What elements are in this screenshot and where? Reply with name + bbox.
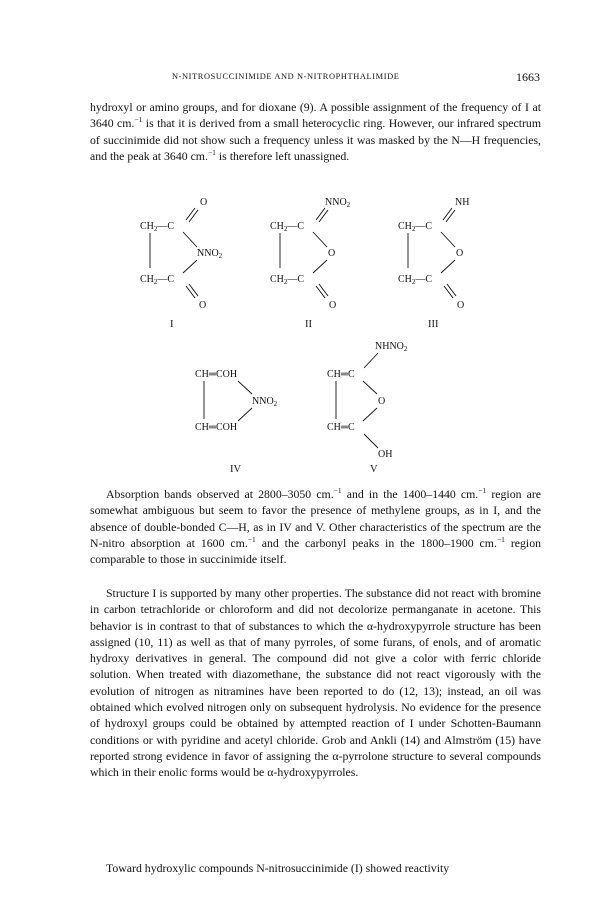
structure-label: IV [230, 464, 242, 475]
structure-label: I [170, 319, 174, 330]
text-run: Absorption bands observed at 2800–3050 cm. [106, 487, 334, 501]
atom-label: $NHNO_2$ [375, 341, 408, 353]
atom-label: O [200, 197, 208, 208]
structure-IV [195, 369, 278, 475]
atom-label: CH═COH [195, 422, 238, 433]
text-run: and in the 1400–1440 cm. [341, 487, 479, 501]
structure-label: V [370, 464, 378, 475]
atom-label: $CH_2—C$ [140, 274, 175, 286]
paragraph-absorption-bands [90, 486, 541, 567]
paragraph-structure-support: Structure I is supported by many other properties. The substance did not react with bromine in carbon tetrachloride or chloroform and did not decolorize permanganate in acetone. This behavior is in contrast to that of substances to which the α-hydroxypyrrole structure has been assigned (10, 11) as well as that of many pyrroles, of some furans, of enols, and of aromatic hydroxy derivatives in general. The compound did not give a color with ferric chloride solution. When treated with diazomethane, the substance did not react vigorously with the evolution of nitrogen as nitramines have been reported to do (12, 13); instead, an oil was obtained which evolved nitrogen only on subsequent hydrolysis. No evidence for the presence of hydroxyl groups could be obtained by attempted reaction of I under Schotten-Baumann conditions or with pyridine and acetyl chloride. Grob and Ankli (14) and Almström (15) have reported strong evidence in favor of assigning the α-pyrrolone structure to several compounds which in their enolic forms would be α-hydroxypyrroles. [90, 586, 541, 780]
text-run: and the carbonyl peaks in the 1800–1900 cm. [255, 535, 497, 550]
atom-label: $CH_2—C$ [398, 274, 433, 286]
atom-label: $CH_2—C$ [270, 274, 305, 286]
atom-label: O [457, 300, 465, 311]
text-run: region are somewhat ambiguous but seem to favor the presence of methylene groups, as in I, and the absence of double-bonded C—H, as in IV and V. Other characteristics of the spectrum are the N-nitro absorption at 1600 cm. [90, 487, 541, 550]
atom-label: O [378, 396, 386, 407]
paragraph-hydroxylic-reactivity: Toward hydroxylic compounds N-nitrosuccinimide (I) showed reactivity [106, 861, 450, 875]
structure-V [327, 341, 408, 475]
atom-label: CH═C [327, 422, 355, 433]
atom-label: O [456, 248, 464, 259]
text-run: is that it is derived from a small heterocyclic ring. However, our infrared spectrum of succinimide did not show such a frequency unless it was masked by the N—H frequencies, and the peak at 3640 cm. [90, 116, 541, 163]
atom-label: $CH_2—C$ [140, 221, 175, 233]
atom-label: CH═COH [195, 369, 238, 380]
superscript: −1 [247, 534, 256, 544]
superscript: −1 [496, 534, 505, 544]
atom-label: $NNO_2$ [197, 248, 223, 260]
atom-label: $CH_2—C$ [398, 221, 433, 233]
superscript: −1 [478, 486, 487, 495]
atom-label: $NNO_2$ [325, 197, 351, 209]
atom-label: OH [378, 449, 393, 460]
atom-label: O [199, 300, 207, 311]
atom-label: O [328, 248, 336, 259]
atom-label: $NNO_2$ [252, 396, 278, 408]
atom-label: NH [455, 197, 470, 208]
structure-II [270, 197, 351, 330]
superscript: −1 [134, 115, 143, 125]
structure-label: II [305, 319, 312, 330]
atom-label: $CH_2—C$ [270, 221, 305, 233]
page-number: 1663 [516, 70, 540, 84]
running-title: N-NITROSUCCINIMIDE AND N-NITROPHTHALIMIDE [172, 72, 400, 81]
text-run: hydroxyl or amino groups, and for dioxane (9). A possible assignment of the frequency of I at 3640 cm. [90, 100, 541, 131]
superscript: −1 [333, 486, 342, 495]
text-run: is therefore left unassigned. [215, 148, 350, 163]
structure-I [140, 197, 223, 330]
superscript: −1 [207, 147, 216, 157]
atom-label: O [329, 300, 337, 311]
text-run: region comparable to those in succinimide itself. [90, 535, 542, 567]
atom-label: CH═C [327, 369, 355, 380]
structure-III [398, 197, 469, 330]
structure-label: III [428, 319, 439, 330]
